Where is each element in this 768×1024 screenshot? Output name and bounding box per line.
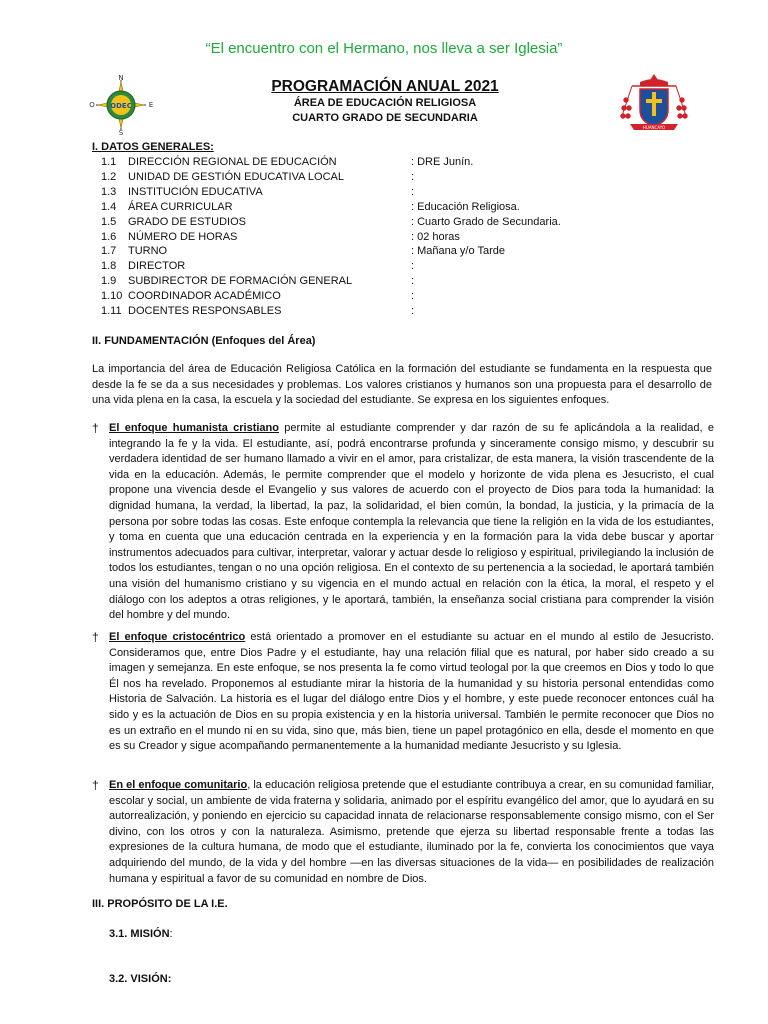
datos-row-label: ÁREA CURRICULAR bbox=[128, 200, 233, 213]
datos-row-value: : Mañana y/o Tarde bbox=[411, 245, 505, 258]
dagger-bullet-icon: † bbox=[92, 421, 99, 435]
datos-row-number: 1.10 bbox=[101, 290, 123, 303]
datos-row-number: 1.2 bbox=[101, 170, 117, 183]
datos-row-label: DIRECTOR bbox=[128, 260, 186, 273]
compass-s: S bbox=[118, 129, 124, 136]
enfoque-cristocentrico-text: está orientado a promover en el estudiante su actuar en el mundo al estilo de Jesucristo. Consideramos que, entre Dios Padre y el estudiante, hay una relación filial que es natural, por haber sido creado a su imagen y semejanza. En este enfoque, se nos presenta la fe como virtud teologal por la que creemos en Dios y todo lo que Él nos ha revelado. Proponemos al estudiante mirar la historia de la humanidad y su historia personal entendidas como Historia de Salvación. La historia es el lugar del diálogo entre Dios y el hombre, y este puede reconocer entonces cuál ha sido y es la actuación de Dios en su propia existencia y en la historia universal. También le permite reconocer que Dios no es un extraño en el mundo ni en su vida, sino que, más bien, tiene un papel protagónico en ella, desde el momento en que es su Creador y sigue acompañando permanentemente a la humanidad mediante Jesucristo y su Iglesia. bbox=[109, 631, 715, 753]
enfoque-cristocentrico-title: El enfoque cristocéntrico bbox=[109, 631, 246, 643]
datos-row-number: 1.6 bbox=[101, 230, 117, 243]
dagger-bullet-icon: † bbox=[92, 630, 99, 644]
compass-n: N bbox=[118, 74, 124, 82]
document-title: PROGRAMACIÓN ANUAL 2021 bbox=[271, 78, 499, 95]
datos-row-label: NÚMERO DE HORAS bbox=[128, 230, 238, 243]
datos-row-label: DIRECCIÓN REGIONAL DE EDUCACIÓN bbox=[128, 156, 337, 168]
fundamentacion-intro: La importancia del área de Educación Religiosa Católica en la formación del estudiante se fundamenta en la respuesta que desde la fe se da a sus necesidades y problemas. Los valores cristianos y humanos son una propuesta para el desarrollo de una vida plena en la casa, la escuela y la sociedad del estudiante. Se expresa en los siguientes enfoques. bbox=[92, 363, 712, 407]
datos-row bbox=[101, 186, 721, 201]
datos-row-value: : bbox=[411, 185, 415, 198]
enfoque-cristocentrico-item bbox=[92, 630, 714, 755]
enfoque-comunitario-title: En el enfoque comunitario bbox=[109, 779, 248, 791]
datos-row-label: INSTITUCIÓN EDUCATIVA bbox=[128, 185, 263, 198]
datos-row-number: 1.3 bbox=[101, 185, 117, 198]
vision-label: 3.2. VISIÓN: bbox=[109, 973, 172, 985]
enfoque-comunitario-item bbox=[92, 778, 714, 887]
datos-row bbox=[101, 201, 721, 216]
datos-row-value: : bbox=[411, 170, 415, 183]
motto-quote: “El encuentro con el Hermano, nos lleva a ser Iglesia” bbox=[205, 40, 563, 57]
section-fundamentacion-heading: II. FUNDAMENTACIÓN (Enfoques del Área) bbox=[92, 335, 316, 347]
dagger-bullet-icon: † bbox=[92, 778, 99, 792]
datos-row-label: DOCENTES RESPONSABLES bbox=[128, 305, 282, 317]
datos-row bbox=[101, 260, 721, 275]
enfoque-humanista-item bbox=[92, 421, 714, 624]
enfoque-comunitario-text: , la educación religiosa pretende que el estudiante contribuya a crear, en su comunidad familiar, escolar y social, un ambiente de vida fraterna y solidaria, animado por el espíritu evangélico del amor, que lo ayudará en su autorrealización, y poniendo en ejercicio su capacidad innata de relacionarse responsablemente consigo mismo, con el Ser divino, con los otros y con la naturaleza. Asimismo, pretende que ejerza su libertad responsable frente a todas las expresiones de la cultura humana, de modo que el estudiante, iluminado por la fe, convierta los conocimientos que vaya adquiriendo del mundo, de la vida y del hombre —en las diversas situaciones de la vida— en posibilidades de realización humana y espiritual a favor de su comunidad en nombre de Dios. bbox=[109, 779, 714, 885]
datos-row bbox=[101, 245, 721, 260]
datos-row-label: SUBDIRECTOR DE FORMACIÓN GENERAL bbox=[128, 275, 353, 288]
mision-label: 3.1. MISIÓN: bbox=[109, 928, 173, 940]
datos-row-value: : bbox=[411, 305, 415, 317]
datos-row bbox=[101, 156, 721, 171]
datos-row-value: : 02 horas bbox=[411, 230, 460, 243]
datos-row-value: : bbox=[411, 275, 415, 288]
datos-row-label: GRADO DE ESTUDIOS bbox=[128, 215, 246, 228]
coat-ribbon-text: HUANCAYO bbox=[642, 125, 666, 130]
datos-row-number: 1.8 bbox=[101, 260, 117, 273]
section-datos-generales-heading: I. DATOS GENERALES: bbox=[92, 141, 214, 153]
datos-row-label: TURNO bbox=[128, 245, 168, 258]
compass-o: O bbox=[89, 101, 95, 109]
datos-row-number: 1.11 bbox=[101, 305, 122, 317]
compass-e: E bbox=[148, 101, 154, 109]
datos-row-value: : bbox=[411, 290, 415, 303]
datos-row-label: UNIDAD DE GESTIÓN EDUCATIVA LOCAL bbox=[128, 170, 344, 183]
subtitle-grade: CUARTO GRADO DE SECUNDARIA bbox=[292, 112, 478, 124]
datos-row-label: COORDINADOR ACADÉMICO bbox=[128, 290, 281, 303]
subtitle-area: ÁREA DE EDUCACIÓN RELIGIOSA bbox=[293, 97, 477, 109]
odec-logo-text: ODEC bbox=[110, 102, 132, 110]
section-proposito-heading: III. PROPÓSITO DE LA I.E. bbox=[92, 898, 228, 910]
datos-row bbox=[101, 290, 721, 305]
datos-row-value: : Educación Religiosa. bbox=[411, 200, 520, 213]
datos-row-value: : bbox=[411, 260, 415, 273]
enfoque-humanista-text: permite al estudiante comprender y dar razón de su fe aplicándola a la realidad, e integrando la fe y la vida. El estudiante, así, podrá encontrarse profunda y sinceramente consigo mismo, y descubrir su verdadera identidad de ser humano llamado a vivir en el amor, para cristalizar, de esta manera, la visión trascendente de la vida en la educación. Además, le permite comprender que el modelo y horizonte de vida plena es Jesucristo, el cual propone una vivencia desde el Evangelio y sus valores de acuerdo con el proyecto de Dios para toda la humanidad: la dignidad humana, la verdad, la libertad, la paz, la solidaridad, el bien común, la bondad, la justicia, y la primacía de la persona por sobre todas las cosas. Este enfoque contempla la relevancia que tiene la religión en la vida de los estudiantes, y toma en cuenta que una educación centrada en la experiencia y en la formación para la vida debe buscar y aportar instrumentos adecuados para cultivar, interpretar, valorar y actuar desde lo religioso y espiritual, privilegiando la inclusión de todos los estudiantes, tengan o no una opción religiosa. En el contexto de su pertenencia a la sociedad, le aportará también una visión del humanismo cristiano y su vigencia en el mundo actual en relación con la ética, la moral, el respeto y el diálogo con los adeptos a otras religiones, y le aportará, también, la enseñanza social cristiana para comprender la visión del hombre y del mundo. bbox=[109, 422, 714, 622]
datos-row-number: 1.5 bbox=[101, 215, 117, 228]
datos-row-number: 1.9 bbox=[101, 275, 117, 288]
datos-row-number: 1.4 bbox=[101, 200, 117, 213]
datos-row-number: 1.7 bbox=[101, 245, 117, 258]
datos-row-number: 1.1 bbox=[101, 156, 117, 168]
datos-row-value: : DRE Junín. bbox=[411, 156, 474, 168]
datos-row bbox=[101, 305, 721, 320]
datos-row bbox=[101, 231, 721, 246]
enfoque-humanista-title: El enfoque humanista cristiano bbox=[109, 422, 279, 434]
datos-row bbox=[101, 171, 721, 186]
datos-row bbox=[101, 275, 721, 290]
datos-row bbox=[101, 216, 721, 231]
datos-row-value: : Cuarto Grado de Secundaria. bbox=[411, 215, 561, 228]
